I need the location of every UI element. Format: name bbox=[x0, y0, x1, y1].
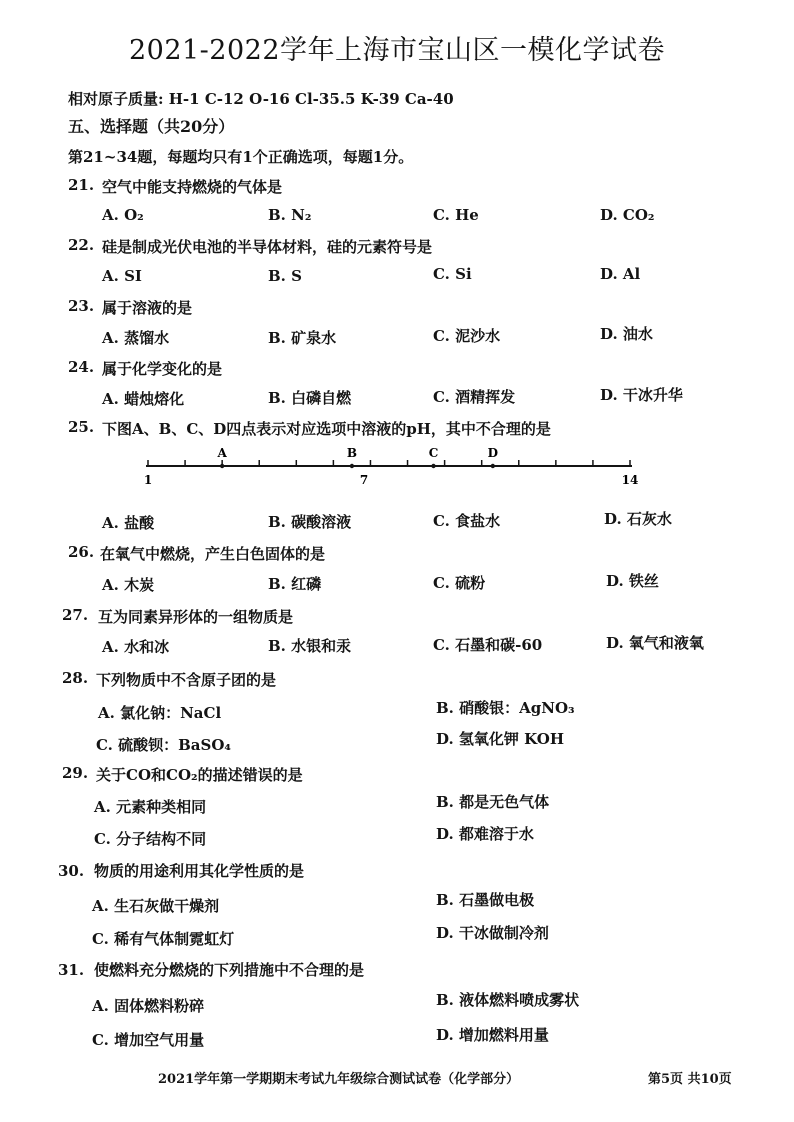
question-stem: 下图A、B、C、D四点表示对应选项中溶液的pH，其中不合理的是 bbox=[102, 420, 551, 438]
option-c: C. Si bbox=[433, 265, 472, 283]
question-number: 21. bbox=[68, 176, 95, 194]
page-title: 2021-2022学年上海市宝山区一模化学试卷 bbox=[128, 35, 666, 66]
question-number: 29. bbox=[62, 764, 89, 782]
question-stem: 互为同素异形体的一组物质是 bbox=[98, 608, 294, 626]
instructions: 第21~34题，每题均只有1个正确选项，每题1分。 bbox=[68, 148, 414, 166]
option-d: D. 铁丝 bbox=[606, 572, 659, 590]
question-number: 31. bbox=[58, 961, 85, 979]
ph-point-label: B bbox=[346, 446, 358, 460]
option-b: B. 水银和汞 bbox=[268, 637, 352, 655]
option-d: D. 都难溶于水 bbox=[436, 825, 534, 843]
question-stem: 物质的用途利用其化学性质的是 bbox=[94, 862, 305, 880]
option-d: D. CO₂ bbox=[600, 206, 655, 224]
option-b: B. 白磷自燃 bbox=[268, 389, 352, 407]
option-d: D. Al bbox=[600, 265, 641, 283]
option-a: A. SI bbox=[102, 267, 142, 285]
option-d: D. 石灰水 bbox=[604, 510, 672, 528]
option-b: B. 红磷 bbox=[268, 575, 322, 593]
ph-point-marker bbox=[431, 464, 435, 468]
option-c: C. 泥沙水 bbox=[433, 327, 501, 345]
question-stem: 属于化学变化的是 bbox=[102, 360, 223, 378]
atomic-masses: 相对原子质量: H-1 C-12 O-16 Cl-35.5 K-39 Ca-40 bbox=[68, 90, 454, 108]
option-a: A. 盐酸 bbox=[102, 514, 155, 532]
ph-label-max: 14 bbox=[621, 473, 639, 487]
option-a: A. 蜡烛熔化 bbox=[102, 390, 185, 408]
question-stem: 硅是制成光伏电池的半导体材料，硅的元素符号是 bbox=[102, 238, 433, 256]
option-b: B. 液体燃料喷成雾状 bbox=[436, 991, 580, 1009]
option-c: C. 石墨和碳-60 bbox=[433, 636, 543, 654]
question-stem: 属于溶液的是 bbox=[102, 299, 193, 317]
question-number: 23. bbox=[68, 297, 95, 315]
option-a: A. 生石灰做干燥剂 bbox=[92, 897, 220, 915]
option-c: C. He bbox=[433, 206, 479, 224]
option-c: C. 分子结构不同 bbox=[94, 830, 207, 848]
ph-point-label: A bbox=[217, 446, 227, 460]
ph-scale-diagram bbox=[130, 440, 650, 490]
option-a: A. 固体燃料粉碎 bbox=[92, 997, 205, 1015]
option-b: B. 碳酸溶液 bbox=[268, 513, 352, 531]
question-number: 24. bbox=[68, 358, 95, 376]
ph-label-mid: 7 bbox=[359, 473, 369, 487]
ph-point-marker bbox=[491, 464, 495, 468]
footer-page-number: 第5页 共10页 bbox=[648, 1072, 732, 1087]
ph-label-min: 1 bbox=[143, 473, 153, 487]
footer-exam-title: 2021学年第一学期期末考试九年级综合测试试卷（化学部分） bbox=[158, 1072, 520, 1087]
question-stem: 空气中能支持燃烧的气体是 bbox=[102, 178, 283, 196]
option-a: A. O₂ bbox=[102, 206, 144, 224]
option-d: D. 干冰做制冷剂 bbox=[436, 924, 549, 942]
option-d: D. 增加燃料用量 bbox=[436, 1026, 549, 1044]
option-a: A. 元素种类相同 bbox=[94, 798, 207, 816]
option-c: C. 稀有气体制霓虹灯 bbox=[92, 930, 235, 948]
option-b: B. 都是无色气体 bbox=[436, 793, 550, 811]
question-number: 25. bbox=[68, 418, 95, 436]
option-b: B. 矿泉水 bbox=[268, 329, 337, 347]
ph-point-marker bbox=[350, 464, 354, 468]
option-c: C. 硫酸钡：BaSO₄ bbox=[96, 736, 231, 754]
question-stem: 在氧气中燃烧，产生白色固体的是 bbox=[100, 545, 326, 563]
option-c: C. 增加空气用量 bbox=[92, 1031, 205, 1049]
question-stem: 使燃料充分燃烧的下列措施中不合理的是 bbox=[94, 961, 365, 979]
question-number: 30. bbox=[58, 862, 85, 880]
question-number: 27. bbox=[62, 606, 89, 624]
option-a: A. 蒸馏水 bbox=[102, 329, 170, 347]
ph-point-marker bbox=[220, 464, 224, 468]
option-a: A. 水和冰 bbox=[102, 638, 170, 656]
question-number: 28. bbox=[62, 669, 89, 687]
option-d: D. 油水 bbox=[600, 325, 653, 343]
option-b: B. 石墨做电极 bbox=[436, 891, 535, 909]
option-d: D. 干冰升华 bbox=[600, 386, 683, 404]
option-b: B. 硝酸银：AgNO₃ bbox=[436, 699, 575, 717]
ph-point-label: C bbox=[428, 446, 439, 460]
option-a: A. 氯化钠：NaCl bbox=[98, 704, 222, 722]
question-number: 26. bbox=[68, 543, 95, 561]
option-d: D. 氢氧化钾 KOH bbox=[436, 730, 565, 748]
question-number: 22. bbox=[68, 236, 95, 254]
option-d: D. 氧气和液氧 bbox=[606, 634, 704, 652]
option-c: C. 硫粉 bbox=[433, 574, 486, 592]
option-b: B. S bbox=[268, 267, 302, 285]
option-c: C. 食盐水 bbox=[433, 512, 501, 530]
option-a: A. 木炭 bbox=[102, 576, 155, 594]
question-stem: 下列物质中不含原子团的是 bbox=[96, 671, 277, 689]
section-heading: 五、选择题（共20分） bbox=[68, 117, 235, 136]
option-b: B. N₂ bbox=[268, 206, 312, 224]
question-stem: 关于CO和CO₂的描述错误的是 bbox=[96, 766, 303, 784]
option-c: C. 酒精挥发 bbox=[433, 388, 516, 406]
ph-point-label: D bbox=[487, 446, 499, 460]
